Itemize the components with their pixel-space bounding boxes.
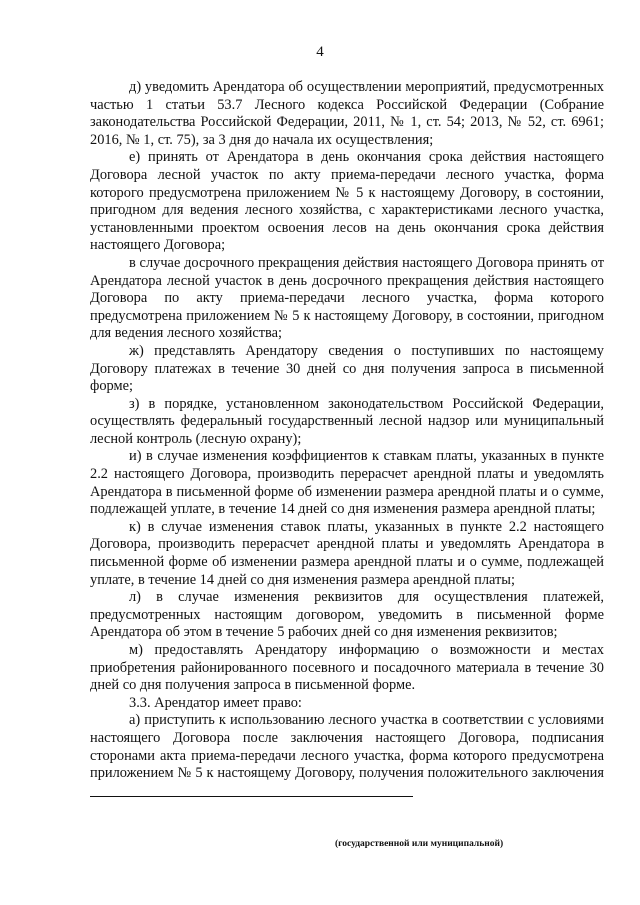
blank-fill-line (90, 783, 413, 797)
paragraph-a-text: а) приступить к использованию лесного участка в соответствии с условиями настоящего Договора после заключения настоящего Договора, подписания сторонами акта приема-передачи лесного участка, форма которого предусмотрена приложением № 5 к настоящему Договору, получения положительного заключения (90, 712, 604, 782)
document-body (90, 79, 604, 802)
paragraph-early-termination: в случае досрочного прекращения действия настоящего Договора принять от Арендатора лесной участок в день досрочного прекращения действия настоящего Договора по акту приема-передачи лесного участка, форма которого предусмотрена приложением № 5 к настоящему Договору, в состоянии, пригодном для ведения лесного хозяйства; (90, 254, 604, 342)
paragraph-m: м) предоставлять Арендатору информацию о возможности и местах приобретения районированного посевного и посадочного материала в течение 30 дней со дня получения запроса в письменной форме. (90, 642, 604, 694)
paragraph-a-item (90, 712, 604, 802)
paragraph-z: з) в порядке, установленном законодательством Российской Федерации, осуществлять федеральный государственный лесной надзор или муниципальный лесной контроль (лесную охрану); (90, 395, 604, 447)
paragraph-k: к) в случае изменения ставок платы, указанных в пункте 2.2 настоящего Договора, производить перерасчет арендной платы и уведомлять Арендатора в письменной форме об изменении размера арендной платы и о сумме, подлежащей уплате, в течение 14 дней со дня изменения размера арендной платы; (90, 518, 604, 588)
paragraph-zh: ж) представлять Арендатору сведения о поступивших по настоящему Договору платежах в течение 30 дней со дня получения запроса в письменной форме; (90, 342, 604, 395)
section-3-3-heading: 3.3. Арендатор имеет право: (129, 694, 302, 711)
fill-line-caption: (государственной или муниципальной) (335, 839, 504, 849)
paragraph-l: л) в случае изменения реквизитов для осуществления платежей, предусмотренных настоящим договором, уведомить в письменной форме Арендатора об этом в течение 5 рабочих дней со дня изменения реквизитов; (90, 589, 604, 641)
paragraph-e: е) принять от Арендатора в день окончания срока действия настоящего Договора лесной участок по акту приема-передачи лесного участка, форма которого предусмотрена приложением № 5 к настоящему Договору, в состоянии, пригодном для ведения лесного хозяйства, с характеристиками лесного участка, установленными проектом освоения лесов на день окончания срока действия настоящего Договора; (90, 149, 604, 254)
paragraph-d: д) уведомить Арендатора об осуществлении мероприятий, предусмотренных частью 1 статьи 53.7 Лесного кодекса Российской Федерации (Собрание законодательства Российской Федерации, 2011, № 1, ст. 54; 2013, № 52, ст. 6961; 2016, № 1, ст. 75), за 3 дня до начала их осуществления; (90, 79, 604, 148)
paragraph-i: и) в случае изменения коэффициентов к ставкам платы, указанных в пункте 2.2 настоящего Договора, производить перерасчет арендной платы и уведомлять Арендатора в письменной форме об изменении размера арендной платы и о сумме, подлежащей уплате, в течение 14 дней со дня изменения размера арендной платы; (90, 448, 604, 518)
page-number: 4 (316, 44, 324, 60)
